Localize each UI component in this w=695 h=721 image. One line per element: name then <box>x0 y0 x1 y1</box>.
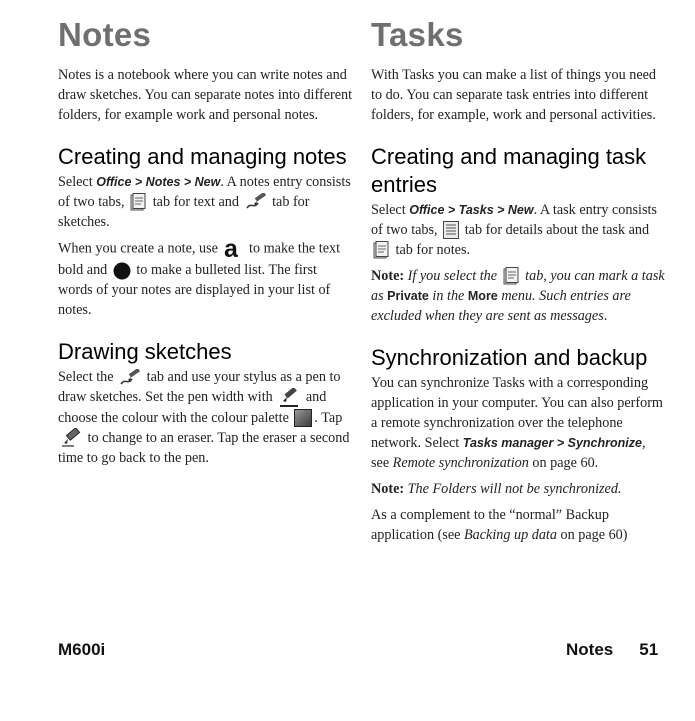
text-run: menu. Such entries are excluded when they are sent as messages <box>371 288 631 325</box>
text-run: As a complement to the “normal” Backup application (see <box>371 507 609 544</box>
synchronization-paragraph <box>371 373 666 473</box>
cross-reference: Backing up data <box>463 527 557 544</box>
text-run: The Folders will not be synchronized. <box>404 481 622 498</box>
footer-model: M600i <box>58 640 106 659</box>
drawing-sketches-section <box>58 338 353 468</box>
text-run: Select <box>371 201 410 218</box>
right-column <box>371 18 666 551</box>
text-run: in the <box>428 288 468 305</box>
notes-tab-icon <box>373 241 390 260</box>
text-run: tab, you can mark a task as <box>371 267 665 305</box>
text-run: on page 60) <box>556 527 628 544</box>
text-run: Select the <box>58 368 118 385</box>
more-menu-label: More <box>467 289 498 304</box>
menu-path: Office > Tasks > New <box>409 202 534 217</box>
creating-notes-paragraph <box>58 172 353 232</box>
svg-text:a: a <box>224 237 239 260</box>
bold-a-icon <box>223 238 243 260</box>
left-column <box>58 18 353 474</box>
tasks-title: Tasks <box>371 16 464 53</box>
footer-section <box>566 640 658 660</box>
cross-reference: Remote synchronization <box>392 455 529 472</box>
text-run: to make a bulleted list. The first words of your notes are displayed in your list of notes. <box>58 261 331 318</box>
text-run: on page 60. <box>528 455 599 472</box>
drawing-sketches-paragraph <box>58 367 353 468</box>
page-number: 51 <box>639 640 659 659</box>
pen-width-icon <box>278 388 300 408</box>
text-run: tab for notes. <box>392 241 471 258</box>
tasks-intro: With Tasks you can make a list of things you need to do. You can separate task entries into different folders, for example, work and personal activities. <box>371 66 657 123</box>
footer-section-name: Notes <box>566 640 614 659</box>
text-run: . <box>603 308 608 325</box>
backup-paragraph <box>371 505 666 545</box>
creating-tasks-paragraph <box>371 200 666 260</box>
text-run: When you create a note, use <box>58 240 222 257</box>
notes-tab-icon <box>130 193 147 212</box>
text-run: tab for details about the task and <box>461 221 650 238</box>
text-run: tab and use your stylus as a pen to draw sketches. Set the pen width with <box>58 368 341 405</box>
tasks-note-paragraph <box>371 266 666 326</box>
text-run: You can synchronize Tasks with a corresponding application in your computer. You can also perform a remote synchronization over the telephone network. Select <box>371 375 663 452</box>
sketch-tab-icon <box>245 193 267 211</box>
creating-notes-heading: Creating and managing notes <box>58 143 347 169</box>
note-label: Note: <box>371 481 405 498</box>
sync-note-paragraph <box>371 479 666 499</box>
menu-path: Office > Notes > New <box>96 174 221 189</box>
sketch-tab-icon <box>119 369 141 387</box>
synchronization-section <box>371 344 666 545</box>
eraser-icon <box>60 428 82 448</box>
text-run: and choose the colour with the colour palette <box>58 388 327 426</box>
text-run: tab for sketches. <box>58 193 310 230</box>
drawing-sketches-heading: Drawing sketches <box>58 338 232 364</box>
note-label: Note: <box>371 267 405 284</box>
menu-path: Tasks manager > Synchronize <box>462 436 642 451</box>
creating-tasks-section <box>371 143 666 326</box>
bullet-icon <box>113 262 131 280</box>
creating-tasks-heading: Creating and managing task entries <box>371 143 647 197</box>
text-run: to change to an eraser. Tap the eraser a second time to go back to the pen. <box>58 429 350 467</box>
text-run: tab for text and <box>149 193 243 210</box>
colour-palette-icon <box>294 409 312 427</box>
private-option: Private <box>387 289 429 304</box>
synchronization-heading: Synchronization and backup <box>371 345 648 371</box>
text-run: If you select the <box>404 267 501 284</box>
notes-tab-icon <box>503 267 520 286</box>
notes-title: Notes <box>58 16 152 53</box>
details-tab-icon <box>443 221 459 239</box>
creating-notes-section <box>58 143 353 320</box>
text-run: . A notes entry consists of two tabs, <box>58 173 351 210</box>
text-run: . A task entry consists of two tabs, <box>371 201 657 238</box>
text-run: . Tap <box>314 409 343 426</box>
notes-intro: Notes is a notebook where you can write notes and draw sketches. You can separate notes into different folders, for example work and personal notes. <box>58 66 353 123</box>
text-run: , see <box>371 435 646 472</box>
text-run: Select <box>58 173 97 190</box>
text-run: to make the text bold and <box>58 240 341 278</box>
note-formatting-paragraph <box>58 238 353 320</box>
